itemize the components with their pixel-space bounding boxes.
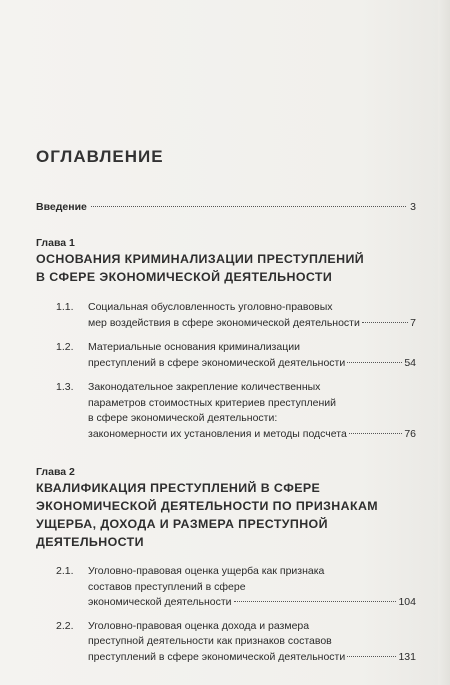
toc-intro-row	[36, 201, 416, 213]
dot-leader	[91, 206, 406, 207]
section-title-line: Материальные основания криминализации	[88, 341, 300, 353]
toc-section-1-2	[56, 340, 416, 371]
chapter-title	[36, 250, 416, 286]
section-title-line: преступной деятельности как признаков составов	[88, 635, 332, 647]
chapter-title-line: ДЕЯТЕЛЬНОСТИ	[36, 535, 144, 549]
chapter-title-line: ОСНОВАНИЯ КРИМИНАЛИЗАЦИИ ПРЕСТУПЛЕНИЙ	[36, 252, 365, 266]
section-page-number: 76	[404, 427, 416, 440]
section-number: 2.2.	[56, 619, 74, 632]
section-title-line: параметров стоимостных критериев преступлений	[88, 396, 337, 409]
toc-section-1-3	[56, 380, 416, 442]
toc-heading: ОГЛАВЛЕНИЕ	[36, 147, 164, 166]
page-edge-shadow	[438, 0, 450, 685]
section-title-line: в сфере экономической деятельности:	[88, 412, 278, 424]
section-number: 2.1.	[56, 565, 74, 577]
chapter-label: Глава 1	[36, 237, 75, 249]
toc-section-1-1	[56, 300, 416, 331]
dot-leader	[234, 601, 397, 602]
section-page-number: 104	[398, 596, 416, 608]
section-title-line: мер воздействия в сфере экономической деятельности	[88, 316, 360, 329]
section-title-line: преступлений в сфере экономической деятельности	[88, 650, 346, 663]
section-number: 1.2.	[56, 341, 74, 353]
section-page-number: 7	[410, 316, 416, 329]
section-title-line: Законодательное закрепление количественных	[88, 381, 321, 393]
chapter-label: Глава 2	[36, 466, 75, 478]
intro-label: Введение	[36, 201, 87, 213]
section-page-number: 54	[404, 356, 416, 369]
dot-leader	[349, 433, 403, 434]
chapter-title-line: КВАЛИФИКАЦИЯ ПРЕСТУПЛЕНИЙ В СФЕРЕ	[36, 481, 321, 495]
section-title-line: закономерности их установления и методы подсчета	[88, 427, 347, 440]
dot-leader	[347, 362, 402, 363]
section-title-line: Социальная обусловленность уголовно-правовых	[88, 301, 333, 313]
section-number: 1.3.	[56, 381, 74, 393]
chapter-2	[36, 465, 416, 665]
section-title-line: составов преступлений в сфере	[88, 580, 246, 593]
chapter-title-line: В СФЕРЕ ЭКОНОМИЧЕСКОЙ ДЕЯТЕЛЬНОСТИ	[36, 270, 333, 284]
chapter-title-line: УЩЕРБА, ДОХОДА И РАЗМЕРА ПРЕСТУПНОЙ	[36, 517, 328, 531]
chapter-1	[36, 236, 416, 442]
chapter-title-line: ЭКОНОМИЧЕСКОЙ ДЕЯТЕЛЬНОСТИ ПО ПРИЗНАКАМ	[36, 499, 379, 513]
dot-leader	[362, 322, 408, 323]
intro-page-number: 3	[410, 201, 416, 213]
chapter-title	[36, 479, 416, 551]
dot-leader	[347, 656, 396, 657]
section-title-line: преступлений в сфере экономической деятельности	[88, 356, 346, 369]
section-title-line: Уголовно-правовая оценка дохода и размера	[88, 619, 310, 632]
section-title-line: экономической деятельности	[88, 596, 232, 608]
section-number: 1.1.	[56, 301, 74, 313]
section-page-number: 131	[398, 650, 416, 663]
toc-section-2-1	[56, 564, 416, 611]
section-title-line: Уголовно-правовая оценка ущерба как признака	[88, 565, 325, 577]
toc-section-2-2	[56, 619, 416, 666]
